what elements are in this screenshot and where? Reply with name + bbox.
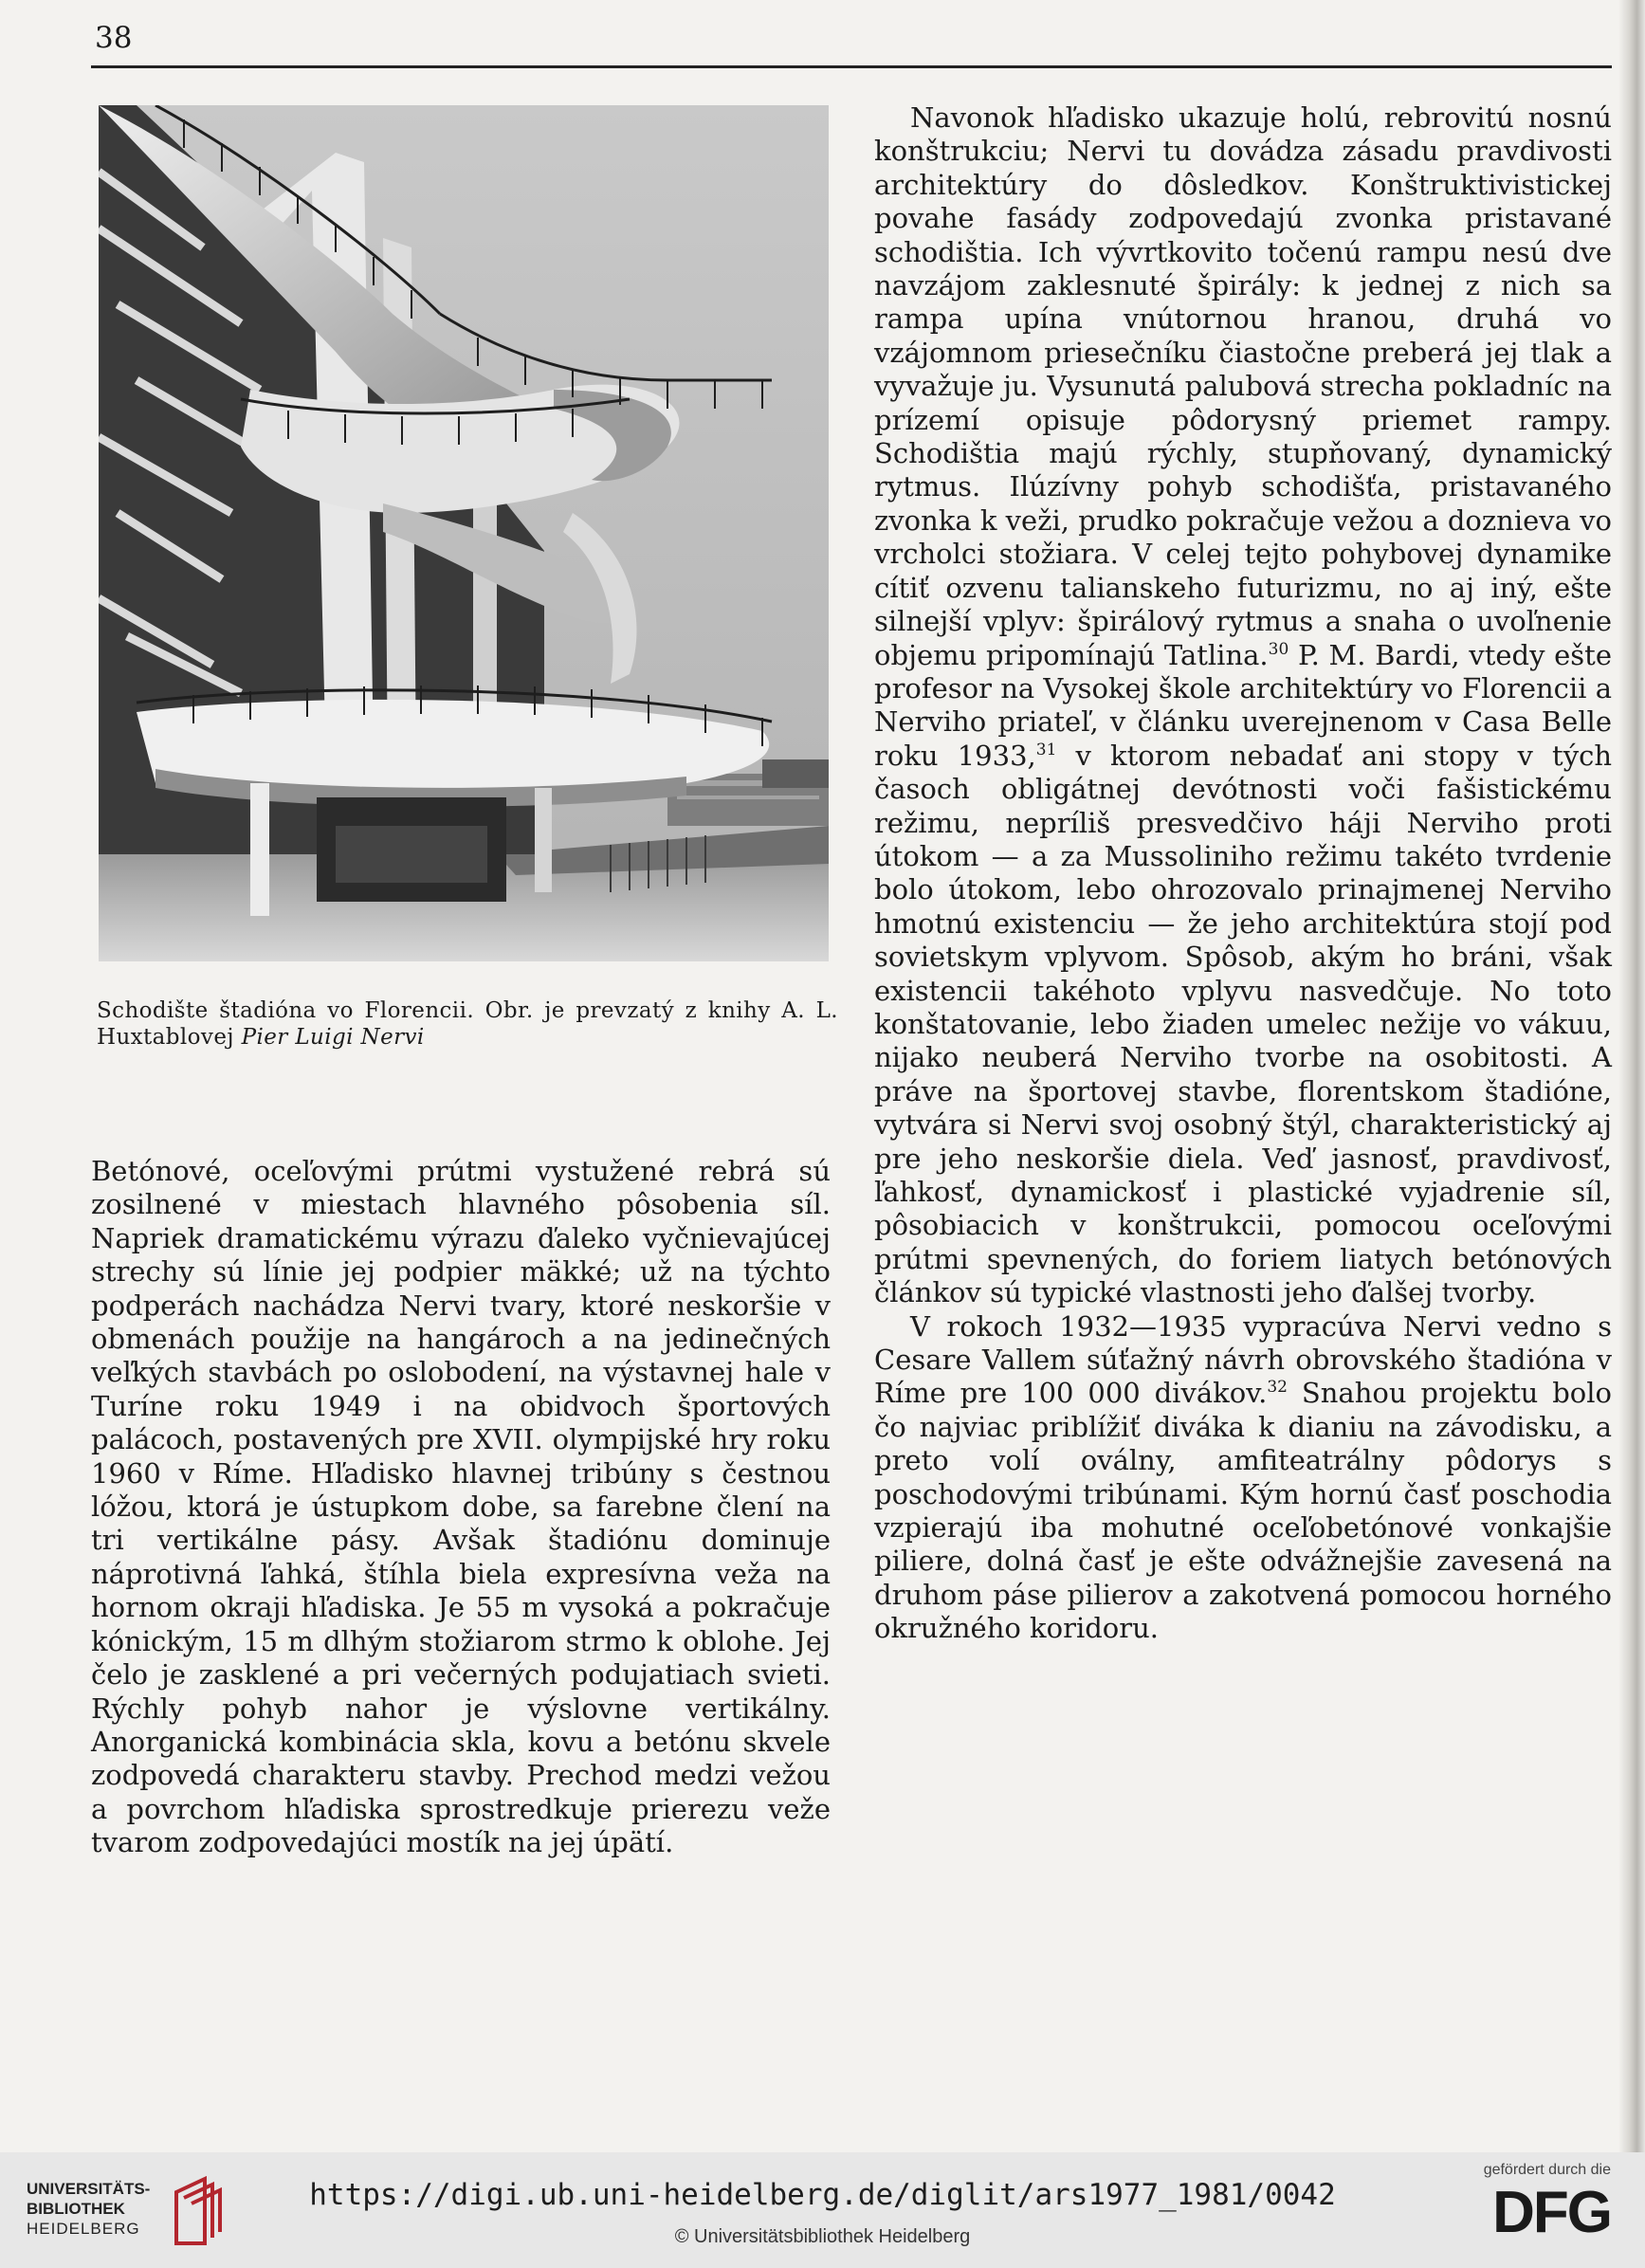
footnote-ref-32: 32 <box>1267 1378 1288 1398</box>
page-edge-shadow <box>1618 0 1645 2152</box>
library-name-line-2: BIBLIOTHEK <box>27 2200 125 2218</box>
right-paragraph-1 <box>874 101 1612 1310</box>
permalink-url[interactable]: https://digi.ub.uni-heidelberg.de/diglit/ars1977_1981/0042 <box>309 2178 1336 2212</box>
right-paragraph-1-part-b: P. M. Bardi, vtedy ešte profesor na Vysokej škole architektúry vo Florencii a Nerviho priateľ, v článku uverejnenom v Casa Belle roku 1933, <box>874 638 1612 772</box>
viewer-footer <box>0 2152 1645 2268</box>
left-paragraph: Betónové, oceľovými prútmi vystužené rebrá sú zosilnené v miestach hlavného pôsobenia síl. Napriek dramatickému výrazu ďaleko vyčnievajúcej strechy sú línie jej podpier mäkké; už na týchto podperách nachádza Nervi tvary, ktoré neskoršie v obmenách použije na hangároch a na jedinečných veľkých stavbách po oslobodení, na výstavnej hale v Turíne roku 1949 i na obidvoch športových palácoch, postavených pre XVII. olympijské hry roku 1960 v Ríme. Hľadisko hlavnej tribúny s čestnou lóžou, ktorá je ústupkom dobe, sa farebne člení na tri vertikálne pásy. Avšak štadiónu dominuje náprotivná ľahká, štíhla biela expresívna veža na hornom okraji hľadiska. Je 55 m vysoká a pokračuje kónickým, 15 m dlhým stožiarom strmo k oblohe. Jej čelo je zasklené a pri večerných podujatiach svieti. Rýchly pohyb nahor je výslovne vertikálny. Anorganická kombinácia skla, kovu a betónu skvele zodpovedá charakteru stavby. Prechod medzi vežou a povrchom hľadiska sprostredkuje prierezu veže tvarom zodpovedajúci mostík na jej úpätí. <box>91 1155 831 1859</box>
caption-text: Schodište štadióna vo Florencii. Obr. je prevzatý z knihy A. L. Huxtablovej <box>97 998 838 1050</box>
copyright-notice: © Universitätsbibliothek Heidelberg <box>674 2226 971 2247</box>
figure-caption <box>97 997 838 1051</box>
library-name-line-1: UNIVERSITÄTS- <box>27 2180 151 2198</box>
dfg-wordmark: DFG <box>1492 2180 1611 2245</box>
stadium-stairway-photo <box>99 105 829 961</box>
header-rule <box>91 65 1612 68</box>
library-name-line-3: HEIDELBERG <box>27 2220 140 2238</box>
dfg-logo[interactable] <box>1421 2162 1611 2247</box>
caption-book-title: Pier Luigi Nervi <box>241 1025 425 1050</box>
right-paragraph-1-part-a: Navonok hľadisko ukazuje holú, rebrovitú nosnú konštrukciu; Nervi tu dovádza zásadu pravdivosti architektúry do dôsledkov. Konštruktivistickej povahe fasády zodpovedajú zvonka pristavané schodištia. Ich vývrtkovito točenú rampu nesú dve navzájom zaklesnuté špirály: k jednej z nich sa rampa upína vnútornou hranou, druhá vo vzájomnom priesečníku čiastočne preberá jej tlak a vyvažuje ju. Vysunutá palubová strecha pokladníc na prízemí opisuje pôdorysný priemet rampy. Schodištia majú rýchly, stupňovaný, dynamický rytmus. Ilúzívny pohyb schodišťa, pristavaného zvonka k veži, prudko pokračuje vežou a doznieva vo vrcholci stožiara. V celej tejto pohybovej dynamike cítiť ozvenu talianskeho futurizmu, no aj iný, ešte silnejší vplyv: špirálový rytmus a snaha o uvoľnenie objemu pripomínajú Tatlina. <box>874 101 1613 671</box>
left-column <box>91 1155 831 1860</box>
right-paragraph-1-part-c: v ktorom nebadať ani stopy v tých časoch obligátnej devótnosti voči fašistickému režimu, nepríliš presvedčivo háji Nerviho proti útokom — a za Mussoliniho režimu takéto tvrdenie bolo útokom, lebo ohrozovalo prinajmenej Nerviho hmotnú existenciu — že jeho architektúra stojí pod sovietskym vplyvom. Spôsob, akým ho bráni, však existencii takéhoto vplyvu nasvedčuje. No toto konštatovanie, lebo žiaden umelec nežije vo vákuu, nijako neuberá Nerviho tvorbe na osobitosti. A práve na športovej stavbe, florentskom štadióne, vytvára si Nervi svoj osobný štýl, charakteristický aj pre jeho neskoršie diela. Veď jasnosť, pravdivosť, ľahkosť, dynamickosť i plastické vyjadrenie síl, pôsobiacich v konštrukcii, pomocou oceľovými prútmi spevnených, do foriem liatych betónových článkov sú typické vlastnosti jeho ďalšej tvorby. <box>874 739 1612 1309</box>
funded-by-label: gefördert durch die <box>1483 2162 1611 2178</box>
footnote-ref-31: 31 <box>1035 740 1057 759</box>
page-number: 38 <box>95 21 133 55</box>
right-paragraph-2-part-b: Snahou projektu bolo čo najviac priblížiť diváka k dianiu na závodisku, a preto volí oválny, amfiteatrálny pôdorys s poschodovými tribúnami. Kým hornú časť poschodia vzpierajú iba mohutné oceľobetónové vonkajšie piliere, dolná časť je ešte odvážnejšie zavesená na druhom páse pilierov a zakotvená pomocou horného okružného koridoru. <box>874 1377 1612 1645</box>
footnote-ref-30: 30 <box>1268 639 1289 659</box>
right-column <box>874 101 1612 1646</box>
right-paragraph-2-part-a: V rokoch 1932—1935 vypracúva Nervi vedno s Cesare Vallem súťažný návrh obrovského štadióna v Ríme pre 100 000 divákov. <box>874 1309 1612 1410</box>
right-paragraph-2 <box>874 1310 1612 1646</box>
